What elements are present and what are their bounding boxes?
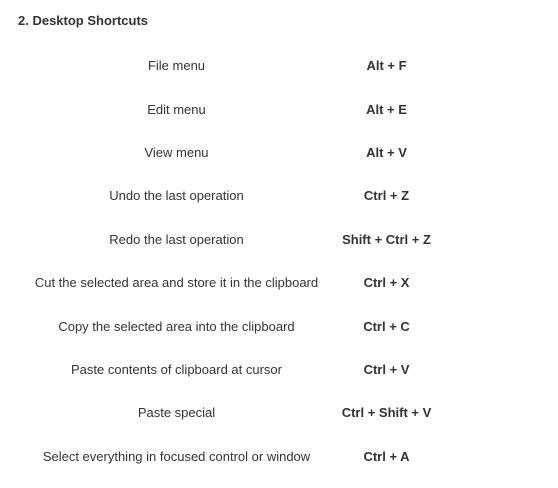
shortcut-action: Select everything in focused control or window xyxy=(42,448,311,464)
empty-cell xyxy=(438,44,538,87)
empty-cell xyxy=(438,304,538,347)
shortcut-action: Paste contents of clipboard at cursor xyxy=(70,361,282,377)
shortcut-action: Cut the selected area and store it in the clipboard xyxy=(34,275,319,291)
empty-cell xyxy=(438,174,538,217)
shortcut-action: Edit menu xyxy=(147,101,206,117)
empty-cell xyxy=(438,391,538,434)
empty-cell xyxy=(438,435,538,478)
section-title: 2. Desktop Shortcuts xyxy=(18,13,149,28)
shortcut-action: Paste special xyxy=(137,405,216,421)
shortcut-keys: Ctrl + Z xyxy=(363,188,410,204)
table-row xyxy=(18,174,538,217)
empty-cell xyxy=(438,218,538,261)
shortcut-action: Undo the last operation xyxy=(109,188,244,204)
shortcut-action: File menu xyxy=(147,58,206,74)
empty-cell xyxy=(438,131,538,174)
empty-cell xyxy=(438,261,538,304)
table-row xyxy=(18,131,538,174)
table-row xyxy=(18,87,538,130)
shortcut-keys: Shift + Ctrl + Z xyxy=(342,231,431,247)
shortcut-action: Copy the selected area into the clipboard xyxy=(58,318,295,334)
table-row xyxy=(18,261,538,304)
shortcut-keys: Alt + F xyxy=(366,58,407,74)
empty-cell xyxy=(438,87,538,130)
table-row xyxy=(18,44,538,87)
table-row xyxy=(18,304,538,347)
shortcut-keys: Ctrl + Shift + V xyxy=(341,405,432,421)
table-row xyxy=(18,348,538,391)
empty-cell xyxy=(438,348,538,391)
shortcut-action: Redo the last operation xyxy=(109,231,244,247)
table-row xyxy=(18,218,538,261)
shortcut-keys: Ctrl + A xyxy=(363,448,410,464)
shortcut-keys: Ctrl + X xyxy=(363,275,410,291)
shortcut-keys: Alt + E xyxy=(366,101,407,117)
table-row xyxy=(18,435,538,478)
shortcut-keys: Alt + V xyxy=(366,144,407,160)
shortcut-action: View menu xyxy=(144,144,209,160)
shortcut-table xyxy=(18,44,538,478)
shortcut-keys: Ctrl + V xyxy=(363,361,410,377)
table-row xyxy=(18,391,538,434)
shortcut-keys: Ctrl + C xyxy=(363,318,410,334)
